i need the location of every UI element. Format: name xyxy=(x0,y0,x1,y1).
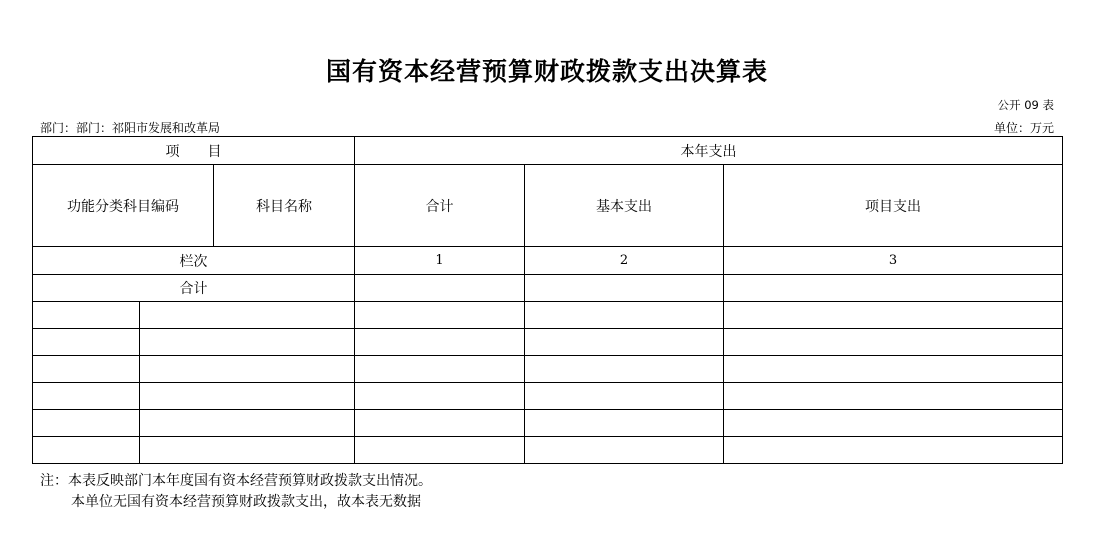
table-cell xyxy=(140,302,355,329)
column-number: 1 xyxy=(355,247,525,275)
table-cell xyxy=(525,329,724,356)
table-row xyxy=(33,383,1063,410)
table-cell xyxy=(525,356,724,383)
header-subject-name: 科目名称 xyxy=(214,165,355,247)
table-cell xyxy=(33,437,140,464)
table-cell xyxy=(355,383,525,410)
table-row xyxy=(33,410,1063,437)
table-cell xyxy=(355,329,525,356)
column-number: 2 xyxy=(525,247,724,275)
unit-label: 单位：万元 xyxy=(993,121,1054,135)
table-cell xyxy=(33,410,140,437)
row-label-column-index: 栏次 xyxy=(33,247,355,275)
notes xyxy=(40,471,432,513)
table-cell xyxy=(525,383,724,410)
header-total: 合计 xyxy=(355,165,525,247)
table-cell xyxy=(525,437,724,464)
department-label: 部门：部门：祁阳市发展和改革局 xyxy=(40,121,221,135)
header-func-code: 功能分类科目编码 xyxy=(33,165,214,247)
table-row xyxy=(33,356,1063,383)
row-label-total: 合计 xyxy=(33,275,355,302)
header-current-year-expense: 本年支出 xyxy=(355,137,1063,165)
note-line: 本单位无国有资本经营预算财政拨款支出，故本表无数据 xyxy=(71,494,421,510)
table-cell xyxy=(140,356,355,383)
table-cell xyxy=(33,383,140,410)
total-cell xyxy=(724,275,1063,302)
table-cell xyxy=(525,410,724,437)
table-row xyxy=(33,329,1063,356)
table-cell xyxy=(724,437,1063,464)
table-cell xyxy=(355,410,525,437)
column-number: 3 xyxy=(724,247,1063,275)
table-cell xyxy=(525,302,724,329)
table-cell xyxy=(355,437,525,464)
table-cell xyxy=(33,356,140,383)
table-row xyxy=(33,302,1063,329)
header-project-expense: 项目支出 xyxy=(724,165,1063,247)
table-cell xyxy=(724,410,1063,437)
table-cell xyxy=(724,329,1063,356)
table-cell xyxy=(140,410,355,437)
page-title: 国有资本经营预算财政拨款支出决算表 xyxy=(325,57,768,86)
table-cell xyxy=(724,302,1063,329)
table-cell xyxy=(355,356,525,383)
note-line: 注：本表反映部门本年度国有资本经营预算财政拨款支出情况。 xyxy=(40,473,432,489)
table-cell xyxy=(33,302,140,329)
total-cell xyxy=(525,275,724,302)
header-basic-expense: 基本支出 xyxy=(525,165,724,247)
table-row xyxy=(33,437,1063,464)
header-item: 项 目 xyxy=(33,137,355,165)
table-cell xyxy=(355,302,525,329)
table-cell xyxy=(140,383,355,410)
table-cell xyxy=(140,437,355,464)
table-cell xyxy=(140,329,355,356)
total-cell xyxy=(355,275,525,302)
table-cell xyxy=(33,329,140,356)
table-cell xyxy=(724,356,1063,383)
expense-table xyxy=(32,136,1063,464)
table-code: 公开 09 表 xyxy=(997,98,1054,112)
table-cell xyxy=(724,383,1063,410)
